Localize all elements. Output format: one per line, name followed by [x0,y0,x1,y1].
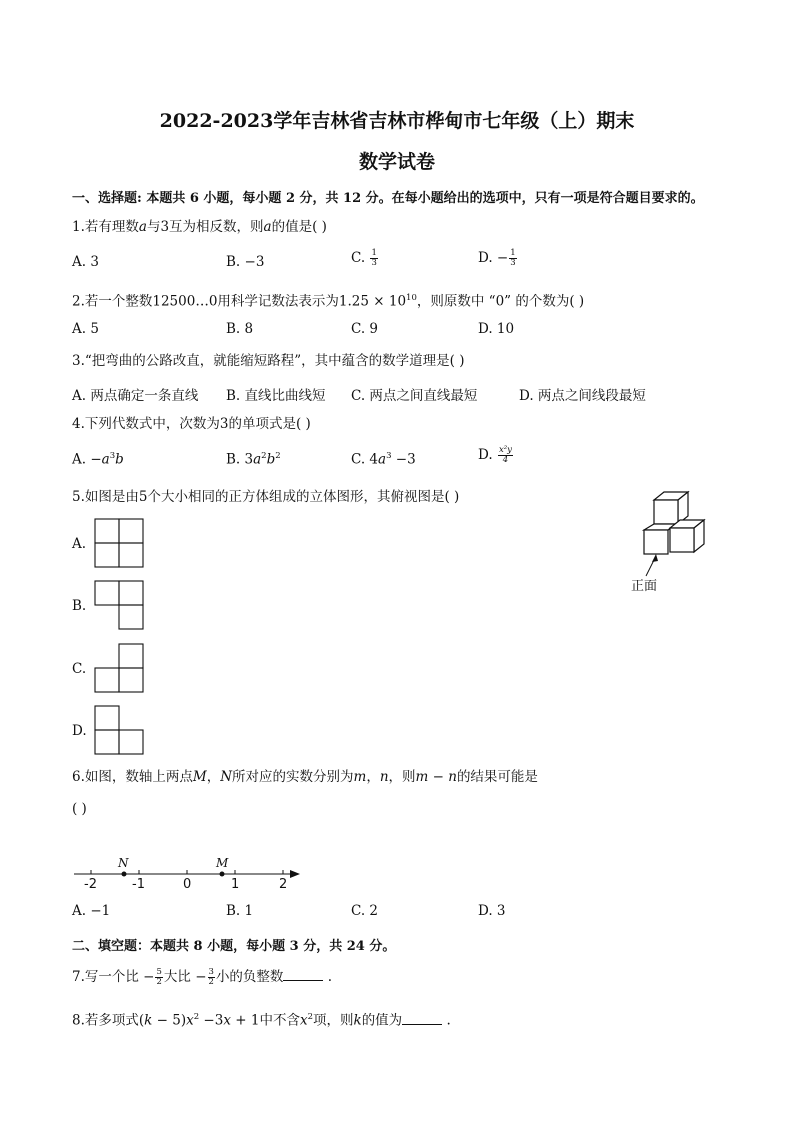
q5-option-d-grid[interactable] [95,706,145,756]
q1-text-a: 1.若有理数 [72,219,139,235]
q1-text-b: 与3互为相反数，则 [146,219,264,235]
point-n-label: N [118,856,129,870]
q8-exp2: 2 [307,1012,313,1022]
q2-option-d[interactable]: D. 10 [478,321,515,337]
q8-text-e: 项，则 [313,1012,354,1029]
tick-label-neg1: -1 [132,877,145,892]
q6-sep: ， [206,769,221,785]
fraction-denominator: 2 [156,977,162,987]
section-header-fill: 二、填空题：本题共 8 小题，每小题 3 分，共 24 分。 [72,939,396,954]
q3-option-b[interactable]: B. 直线比曲线短 [226,388,326,404]
q8-var-k: k [144,1012,153,1029]
q1-option-c[interactable] [351,249,379,268]
question-5-stem: 5.如图是由5个大小相同的正方体组成的立体图形，其俯视图是( ) [72,489,460,505]
q6-text-d: 的结果可能是 [456,769,538,785]
q4-exp-a: 3 [109,451,116,461]
q4-option-d[interactable] [478,446,514,465]
tick-label-1: 1 [231,877,240,892]
top-cube-front-face [654,500,678,524]
q1-text-c: 的值是( ) [271,219,327,235]
q1-option-b[interactable]: B. −3 [226,254,265,270]
q4-option-c[interactable] [351,451,416,468]
q4-option-b[interactable] [226,451,281,468]
q2-text-a: 2.若一个整数12500…0用科学记数法表示为1.25 × 10 [72,293,407,310]
q6-option-d[interactable]: D. 3 [478,903,506,919]
cube-stack-figure [640,490,720,570]
q8-text-a: 8.若多项式( [72,1012,145,1029]
question-1-stem [72,218,327,236]
front-arrow-head-icon [652,554,658,562]
q1-var: a [138,219,147,235]
fraction-denominator: 3 [371,258,377,268]
q6-text-b: 所对应的实数分别为 [232,769,354,785]
q6-expr: m − n [415,769,457,785]
q6-var-M: M [192,769,207,785]
q4-b-exp1: 2 [261,451,267,461]
q6-var-m: m [353,769,367,785]
fraction-numerator: 1 [510,248,516,258]
right-cube-front-face [670,528,694,552]
question-4-stem: 4.下列代数式中，次数为3的单项式是( ) [72,416,311,432]
q4-option-d-label: D. [478,447,493,463]
q5-option-b-grid[interactable] [95,581,145,631]
tick-label-neg2: -2 [84,877,97,892]
q8-text-f: 的值为 [361,1012,403,1029]
q6-answer-paren: ( ) [72,801,87,817]
q8-text-g: . [442,1012,451,1029]
q7-fraction-1 [155,968,162,987]
fraction-numerator: x²y [498,445,512,455]
q4-option-c-label: C. 4 [351,451,379,468]
q4-option-d-fraction [498,446,513,465]
q1-option-a[interactable]: A. 3 [72,254,99,270]
question-2-stem [72,289,584,311]
q8-var-x: x [186,1012,194,1029]
q7-text-d: . [323,969,333,985]
q6-var-N: N [220,769,233,785]
q8-text-c: −3 [199,1012,224,1029]
q2-text-b: ，则原数中 “0” 的个数为( ) [416,293,585,310]
q1-option-c-label: C. [351,250,366,266]
question-6-stem [72,768,538,786]
q6-option-b[interactable]: B. 1 [226,903,254,919]
q8-var-k2: k [353,1012,362,1029]
q6-option-a[interactable]: A. −1 [72,903,111,919]
q4-var-a: a [101,451,110,468]
q2-option-b[interactable]: B. 8 [226,321,254,337]
q8-var-x2: x [223,1012,231,1029]
fraction-numerator: 5 [156,967,162,977]
q4-option-a-label: A. − [72,451,102,468]
question-3-stem: 3.“把弯曲的公路改直，就能缩短路程”，其中蕴含的数学道理是( ) [72,353,465,369]
point-n-dot [122,872,127,877]
left-cube-front-face [644,530,668,554]
tick-label-2: 2 [279,877,288,892]
q4-b-var-a: a [253,451,262,468]
q4-option-b-label: B. 3 [226,451,254,468]
q8-text-d: + 1中不含 [230,1012,300,1029]
q2-option-c[interactable]: C. 9 [351,321,379,337]
q4-c-var-a: a [378,451,387,468]
q6-comma: ， [366,769,380,785]
q2-option-a[interactable]: A. 5 [72,321,99,337]
q7-text-c: 小的负整数 [215,969,284,985]
section-header-choice: 一、选择题: 本题共 6 小题，每小题 2 分，共 12 分。在每小题给出的选项中，只有一项是符合题目要求的。 [72,191,704,206]
q1-var2: a [263,219,272,235]
q8-answer-blank[interactable] [402,1012,442,1025]
point-m-label: M [216,856,229,870]
tick-label-0: 0 [183,877,192,892]
q7-answer-blank[interactable] [283,968,323,981]
fraction-denominator: 4 [502,455,509,465]
q5-option-c-grid[interactable] [95,644,145,694]
q7-fraction-2 [208,968,215,987]
fraction-denominator: 3 [510,258,516,268]
page-subtitle: 数学试卷 [358,151,435,173]
fraction-denominator: 2 [208,977,214,987]
q2-exponent: 10 [406,293,417,303]
q4-var-b: b [115,451,124,468]
fraction-numerator: 3 [208,967,214,977]
q5-option-d-label[interactable]: D. [72,723,87,739]
q7-text-a: 7.写一个比 − [72,969,155,985]
q3-option-d[interactable]: D. 两点之间线段最短 [519,388,646,404]
q4-b-var-b: b [266,451,276,468]
q1-option-d[interactable] [478,249,518,268]
q5-option-a-grid[interactable] [95,519,145,569]
number-line [72,852,312,902]
question-8-stem [72,1008,451,1030]
q5-option-c-label[interactable]: C. [72,661,87,677]
q4-c-tail: −3 [391,451,416,468]
q6-text-c: ，则 [388,769,416,785]
q1-option-d-fraction [509,249,516,268]
q4-c-exp: 3 [386,451,392,461]
front-label: 正面 [631,579,658,594]
q4-option-a[interactable] [72,451,124,468]
q7-text-b: 大比 − [163,969,207,985]
q5-option-b-label[interactable]: B. [72,598,87,614]
q4-b-exp2: 2 [275,451,281,461]
q8-var-x3: x [299,1012,308,1029]
q1-option-c-fraction [370,249,377,268]
page-title: 2022-2023学年吉林省吉林市桦甸市七年级（上）期末 [159,110,635,132]
q8-text-b: − 5) [152,1012,187,1029]
q8-exp: 2 [193,1012,200,1022]
number-line-arrow-icon [290,870,300,878]
question-7-stem [72,968,332,987]
point-m-dot [220,872,225,877]
q3-option-c[interactable]: C. 两点之间直线最短 [351,388,478,404]
q5-option-a-label[interactable]: A. [72,536,87,552]
q6-var-n: n [379,769,389,785]
q6-option-c[interactable]: C. 2 [351,903,379,919]
q3-option-a[interactable]: A. 两点确定一条直线 [72,388,199,404]
q6-text-a: 6.如图，数轴上两点 [72,769,193,785]
fraction-numerator: 1 [371,248,377,258]
q1-option-d-label: D. − [478,250,509,266]
